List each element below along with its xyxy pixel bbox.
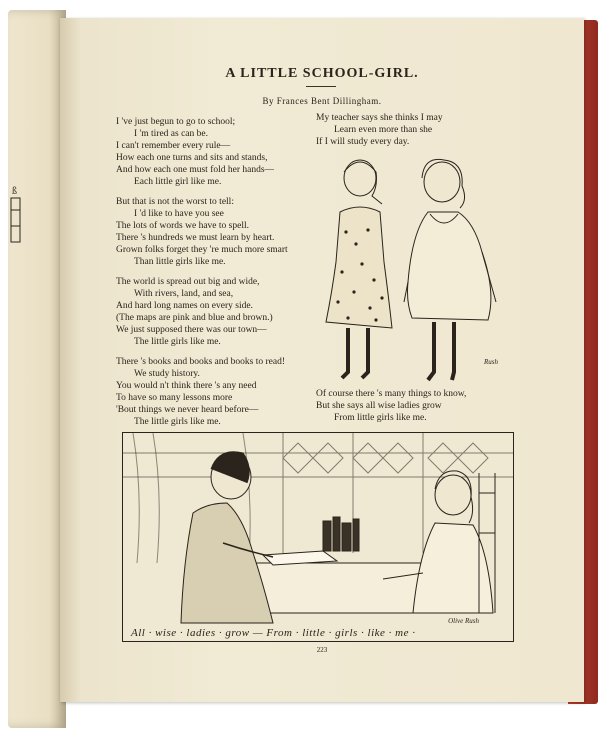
stanza-5 (316, 112, 443, 148)
scene-drawing (123, 433, 513, 641)
poem-line: The world is spread out big and wide, (116, 277, 260, 287)
poem-line: There 's books and books and books to read! (116, 357, 285, 367)
poem-title: A LITTLE SCHOOL-GIRL. (225, 66, 419, 81)
poem-line: How each one turns and sits and stands, (116, 153, 268, 163)
girls-signature: Rush (484, 358, 498, 366)
poem-line: But she says all wise ladies grow (316, 401, 442, 411)
poem-line: I can't remember every rule— (116, 141, 231, 151)
poem-line: I 've just begun to go to school; (116, 117, 236, 127)
stanza-4 (116, 356, 285, 428)
open-book (8, 6, 596, 730)
stanza-1 (116, 116, 274, 188)
scene-caption: All · wise · ladies · grow — From · little · girls · like · me · (131, 627, 416, 639)
poem-line: From little girls like me. (334, 413, 427, 423)
poem-line: If I will study every day. (316, 137, 410, 147)
poem-line: I 'm tired as can be. (134, 129, 208, 139)
poem-line: My teacher says she thinks I may (316, 113, 443, 123)
right-page (60, 18, 584, 702)
poem-line: The little girls like me. (134, 337, 221, 347)
poem-line: The little girls like me. (134, 417, 221, 427)
left-page-ornament (10, 196, 22, 246)
left-page (8, 10, 66, 728)
scene-signature: Olive Rush (448, 617, 479, 625)
poem-line: 'Bout things we never heard before— (116, 405, 259, 415)
poem-line: Of course there 's many things to know, (316, 389, 467, 399)
poem-line: We study history. (134, 369, 200, 379)
poem-line: But that is not the worst to tell: (116, 197, 234, 207)
left-page-mark: ß (12, 186, 17, 197)
stanza-3 (116, 276, 273, 348)
poem-line: Each little girl like me. (134, 177, 222, 187)
page-number: 223 (316, 646, 328, 654)
title-rule (306, 86, 336, 87)
poem-line: To have so many lessons more (116, 393, 233, 403)
poem-line: And hard long names on every side. (116, 301, 253, 311)
poem-line: Learn even more than she (334, 125, 433, 135)
poem-line: And how each one must fold her hands— (116, 165, 275, 175)
poem-line: There 's hundreds we must learn by heart. (116, 233, 275, 243)
poem-line: Than little girls like me. (134, 257, 226, 267)
poem-line: We just supposed there was our town— (116, 325, 267, 335)
two-girls-illustration (312, 152, 512, 392)
poem-line: You would n't think there 's any need (116, 381, 257, 391)
stanza-6 (316, 388, 466, 424)
reading-scene-illustration (122, 432, 514, 642)
poem-line: I 'd like to have you see (134, 209, 224, 219)
poem-line: Grown folks forget they 're much more smart (116, 245, 288, 255)
poem-line: (The maps are pink and blue and brown.) (116, 313, 273, 323)
poem-line: With rivers, land, and sea, (134, 289, 234, 299)
stanza-2 (116, 196, 288, 268)
poem-line: The lots of words we have to spell. (116, 221, 249, 231)
poem-byline: By Frances Bent Dillingham. (262, 96, 382, 106)
